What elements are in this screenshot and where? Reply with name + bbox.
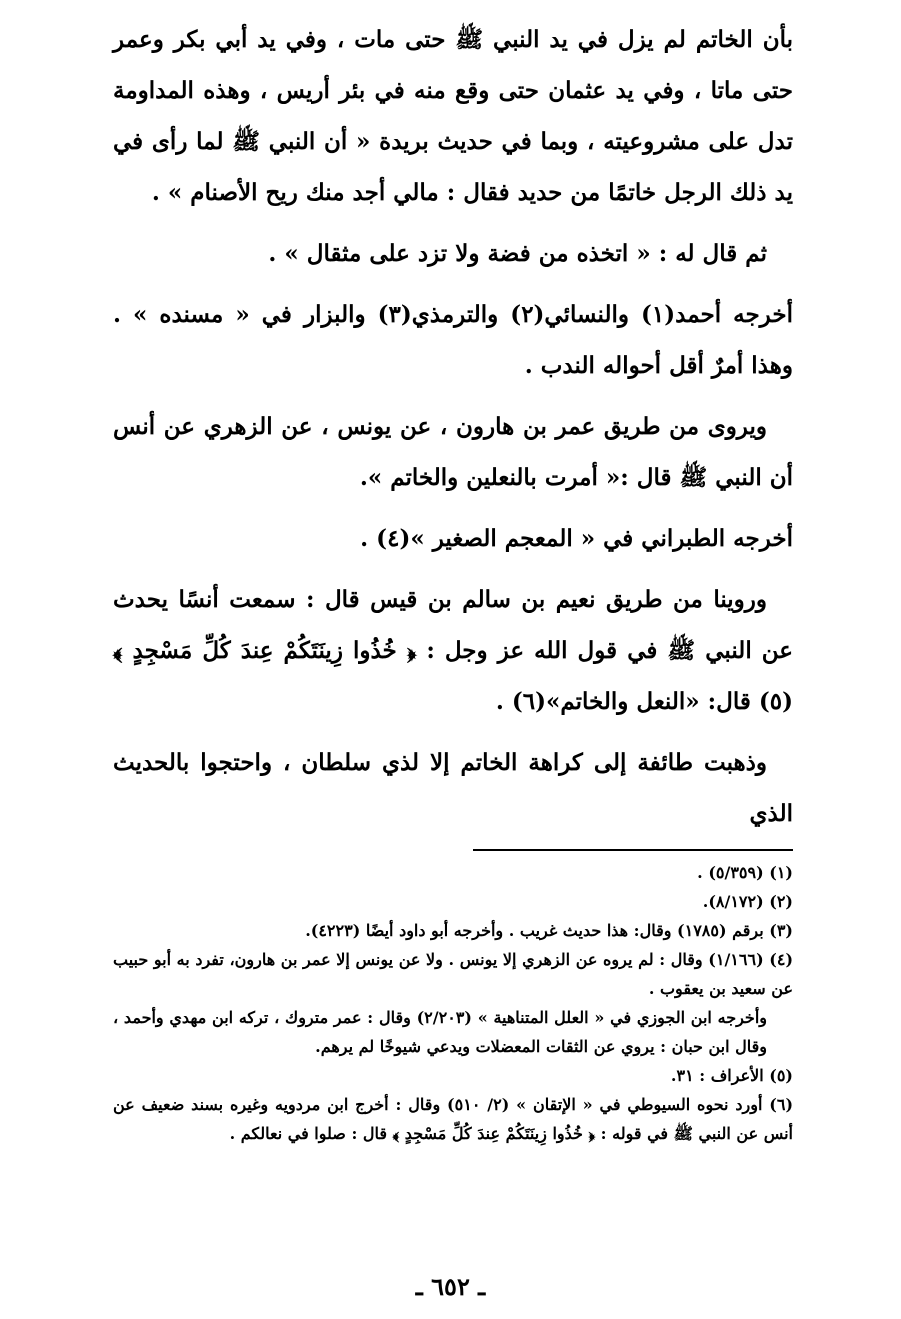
- paragraph-5: أخرجه الطبراني في « المعجم الصغير »(٤) .: [360, 525, 793, 552]
- footnote-1: (١) (٥/٣٥٩) .: [697, 863, 793, 882]
- main-text: [113, 14, 793, 849]
- footnote-4-continued: وأخرجه ابن الجوزي في « العلل المتناهية » (٢/٢٠٣) وقال : عمر متروك ، تركه ابن مهدي وأحمد ، وقال ابن حبان : يروي عن الثقات المعضلات ويدعي شيوخًا لم يرهم.: [113, 1008, 767, 1056]
- footnote-6: (٦) أورد نحوه السيوطي في « الإتقان » (٢/ ٥١٠) وقال : أخرج ابن مردويه وغيره بسند ضعيف عن أنس عن النبي ﷺ في قوله : ﴿ خُذُوا زِينَتَكُمْ عِندَ كُلِّ مَسْجِدٍ ﴾ قال : صلوا في نعالكم .: [113, 1095, 794, 1143]
- footnotes: [113, 858, 793, 1148]
- paragraph-4: ويروى من طريق عمر بن هارون ، عن يونس ، عن الزهري عن أنس أن النبي ﷺ قال :« أمرت بالنعلين والخاتم ».: [113, 413, 793, 491]
- footnote-4: (٤) (١/١٦٦) وقال : لم يروه عن الزهري إلا يونس . ولا عن يونس إلا عمر بن هارون، تفرد به أبو حبيب عن سعيد بن يعقوب .: [113, 950, 794, 998]
- paragraph-1: بأن الخاتم لم يزل في يد النبي ﷺ حتى مات ، وفي يد أبي بكر وعمر حتى ماتا ، وفي يد عثمان حتى وقع منه في بئر أريس ، وهذه المداومة تدل على مشروعيته ، وبما في حديث بريدة « أن النبي ﷺ لما رأى في يد ذلك الرجل خاتمًا من حديد فقال : مالي أجد منك ريح الأصنام » .: [113, 26, 793, 206]
- paragraph-2: ثم قال له : « اتخذه من فضة ولا تزد على مثقال » .: [268, 240, 767, 267]
- paragraph-3: أخرجه أحمد(١) والنسائي(٢) والترمذي(٣) والبزار في « مسنده » . وهذا أمرٌ أقل أحواله الندب .: [113, 301, 793, 379]
- footnote-5: (٥) الأعراف : ٣١.: [670, 1066, 793, 1085]
- paragraph-6: وروينا من طريق نعيم بن سالم بن قيس قال : سمعت أنسًا يحدث عن النبي ﷺ في قول الله عز وجل : ﴿ خُذُوا زِينَتَكُمْ عِندَ كُلِّ مَسْجِدٍ ﴾(٥) قال: «النعل والخاتم»(٦) .: [113, 586, 793, 715]
- footnote-3: (٣) برقم (١٧٨٥) وقال: هذا حديث غريب . وأخرجه أبو داود أيضًا (٤٢٢٣).: [305, 921, 793, 940]
- paragraph-7: وذهبت طائفة إلى كراهة الخاتم إلا لذي سلطان ، واحتجوا بالحديث الذي: [113, 749, 793, 827]
- footnote-2: (٢) (٨/١٧٢).: [702, 892, 793, 911]
- footnote-divider: [473, 849, 793, 851]
- page-number: ـ ٦٥٢ ـ: [415, 1272, 486, 1301]
